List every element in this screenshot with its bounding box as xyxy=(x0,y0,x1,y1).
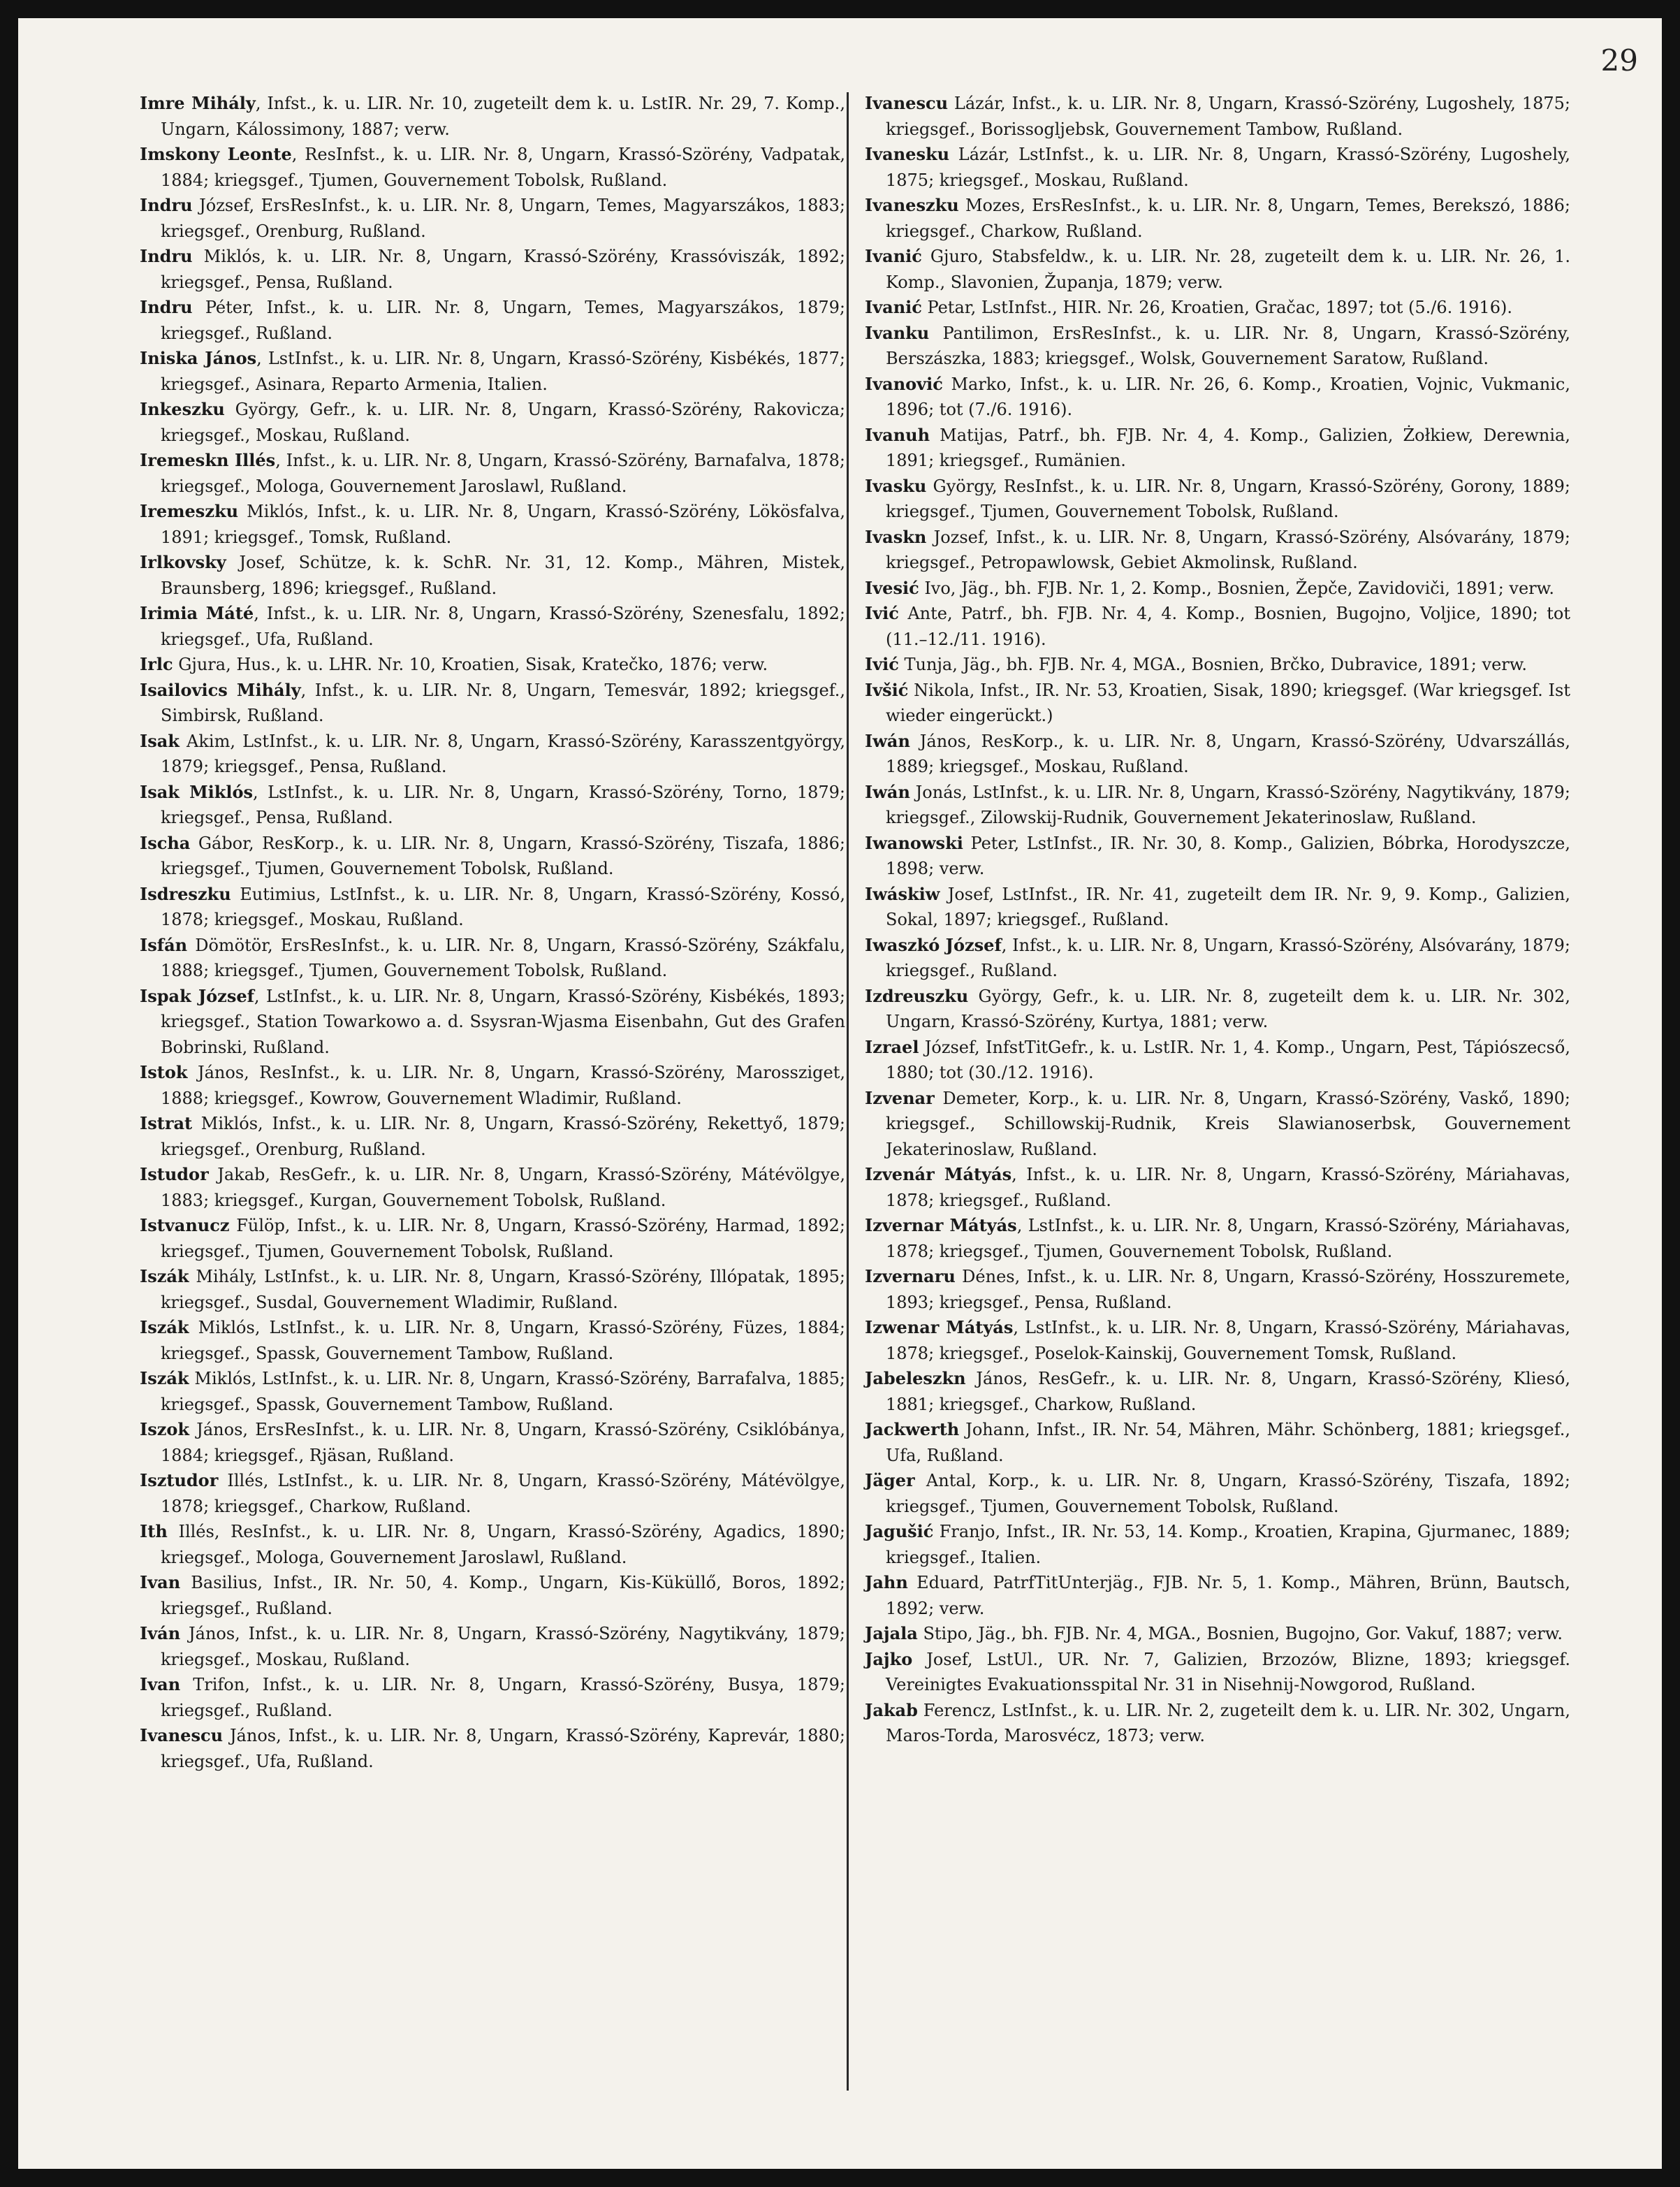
register-entry xyxy=(140,1162,845,1213)
register-entry xyxy=(865,831,1570,882)
entry-details: , Infst., k. u. LIR. Nr. 8, Ungarn, Krassó-Szörény, Szenesfalu, 1892; kriegsgef., Ufa, Rußland. xyxy=(161,604,845,649)
entry-details: Jozsef, Infst., k. u. LIR. Nr. 8, Ungarn, Krassó-Szörény, Alsóvarány, 1879; kriegsgef., Petropawlowsk, Gebiet Akmolinsk, Rußland. xyxy=(886,527,1570,572)
register-entry xyxy=(140,1723,845,1774)
entry-surname: Ivanescu xyxy=(865,93,949,113)
entry-details: György, Gefr., k. u. LIR. Nr. 8, zugeteilt dem k. u. LIR. Nr. 302, Ungarn, Krassó-Szörény, Kurtya, 1881; verw. xyxy=(886,986,1570,1031)
entry-details: , Infst., k. u. LIR. Nr. 10, zugeteilt dem k. u. LstIR. Nr. 29, 7. Komp., Ungarn, Kálossimony, 1887; verw. xyxy=(161,94,845,139)
entry-surname: Ivić xyxy=(865,654,899,674)
entry-surname: Irimia Máté xyxy=(140,603,254,623)
register-entry xyxy=(140,142,845,193)
entry-surname: Iszák xyxy=(140,1317,189,1337)
register-entry xyxy=(140,678,845,729)
register-entry xyxy=(865,321,1570,372)
register-entry xyxy=(865,423,1570,474)
left-column xyxy=(140,91,845,1774)
register-entry xyxy=(865,193,1570,244)
entry-surname: Jabeleszkn xyxy=(865,1368,966,1388)
register-entry xyxy=(140,1621,845,1672)
register-entry xyxy=(140,1060,845,1111)
register-entry xyxy=(140,933,845,984)
register-entry xyxy=(140,448,845,499)
register-entry xyxy=(140,1672,845,1723)
register-entry xyxy=(140,193,845,244)
register-entry xyxy=(140,295,845,346)
entry-details: Miklós, Infst., k. u. LIR. Nr. 8, Ungarn, Krassó-Szörény, Rekettyő, 1879; kriegsgef., Orenburg, Rußland. xyxy=(161,1114,845,1159)
entry-surname: Izrael xyxy=(865,1036,919,1057)
entry-surname: Izvernar Mátyás xyxy=(865,1215,1017,1235)
entry-surname: Indru xyxy=(140,297,193,317)
entry-details: , Infst., k. u. LIR. Nr. 8, Ungarn, Krassó-Szörény, Máriahavas, 1878; kriegsgef., Rußland. xyxy=(886,1165,1571,1210)
entry-surname: Iszák xyxy=(140,1266,189,1286)
entry-surname: Iniska János xyxy=(140,348,257,368)
entry-surname: Indru xyxy=(140,195,193,215)
entry-surname: Ischa xyxy=(140,832,191,853)
entry-surname: Ivić xyxy=(865,603,899,623)
entry-details: Gjura, Hus., k. u. LHR. Nr. 10, Kroatien, Sisak, Kratečko, 1876; verw. xyxy=(173,655,768,674)
entry-details: József, InfstTitGefr., k. u. LstIR. Nr. 1, 4. Komp., Ungarn, Pest, Tápiószecső, 1880; tot (30./12. 1916). xyxy=(886,1037,1570,1082)
entry-details: Illés, LstInfst., k. u. LIR. Nr. 8, Ungarn, Krassó-Szörény, Mátévölgye, 1878; kriegsgef., Charkow, Rußland. xyxy=(161,1471,845,1516)
entry-details: Jonás, LstInfst., k. u. LIR. Nr. 8, Ungarn, Krassó-Szörény, Nagytikvány, 1879; kriegsgef., Zilowskij-Rudnik, Gouvernement Jekaterinoslaw, Rußland. xyxy=(886,782,1570,827)
entry-details: Franjo, Infst., IR. Nr. 53, 14. Komp., Kroatien, Krapina, Gjurmanec, 1889; kriegsgef., Italien. xyxy=(886,1522,1570,1567)
entry-surname: Iwaszkó József xyxy=(865,934,1002,955)
entry-surname: Inkeszku xyxy=(140,399,225,419)
register-entry xyxy=(140,244,845,295)
entry-details: Eduard, PatrfTitUnterjäg., FJB. Nr. 5, 1. Komp., Mähren, Brünn, Bautsch, 1892; verw. xyxy=(886,1573,1570,1618)
entry-details: Péter, Infst., k. u. LIR. Nr. 8, Ungarn, Temes, Magyarszákos, 1879; kriegsgef., Rußland. xyxy=(161,298,845,343)
register-entry xyxy=(140,984,845,1061)
entry-details: Ante, Patrf., bh. FJB. Nr. 4, 4. Komp., Bosnien, Bugojno, Voljice, 1890; tot (11.–12./11. 1916). xyxy=(886,604,1570,649)
entry-surname: Iszok xyxy=(140,1419,190,1439)
entry-surname: Izvenar xyxy=(865,1087,935,1108)
entry-surname: Izwenar Mátyás xyxy=(865,1317,1014,1337)
entry-details: Gábor, ResKorp., k. u. LIR. Nr. 8, Ungarn, Krassó-Szörény, Tiszafa, 1886; kriegsgef., Tjumen, Gouvernement Tobolsk, Rußland. xyxy=(161,833,845,878)
entry-details: Ferencz, LstInfst., k. u. LIR. Nr. 2, zugeteilt dem k. u. LIR. Nr. 302, Ungarn, Maros-Torda, Marosvécz, 1873; verw. xyxy=(886,1700,1570,1745)
entry-details: Miklós, LstInfst., k. u. LIR. Nr. 8, Ungarn, Krassó-Szörény, Füzes, 1884; kriegsgef., Spassk, Gouvernement Tambow, Rußland. xyxy=(161,1318,845,1363)
entry-surname: Ivanić xyxy=(865,246,922,266)
entry-surname: Isak xyxy=(140,730,180,751)
entry-details: , Infst., k. u. LIR. Nr. 8, Ungarn, Krassó-Szörény, Barnafalva, 1878; kriegsgef., Mologa, Gouvernement Jaroslawl, Rußland. xyxy=(161,451,845,496)
entry-surname: Iszák xyxy=(140,1368,189,1388)
register-entry xyxy=(865,984,1570,1035)
register-entry xyxy=(140,91,845,142)
register-entry xyxy=(865,1698,1570,1749)
entry-surname: Jackwerth xyxy=(865,1419,960,1439)
entry-details: Josef, Schütze, k. k. SchR. Nr. 31, 12. Komp., Mähren, Mistek, Braunsberg, 1896; kriegsgef., Rußland. xyxy=(161,553,845,598)
register-entry xyxy=(865,1035,1570,1086)
entry-surname: Ivaskn xyxy=(865,526,927,547)
register-entry xyxy=(140,1111,845,1162)
entry-details: Peter, LstInfst., IR. Nr. 30, 8. Komp., Galizien, Bóbrka, Horodyszcze, 1898; verw. xyxy=(886,833,1570,878)
register-entry xyxy=(140,729,845,780)
entry-details: János, ResKorp., k. u. LIR. Nr. 8, Ungarn, Krassó-Szörény, Udvarszállás, 1889; kriegsgef., Moskau, Rußland. xyxy=(886,731,1570,776)
entry-surname: Ivan xyxy=(140,1572,181,1592)
register-entry xyxy=(140,499,845,550)
entry-surname: Ivan xyxy=(140,1674,181,1694)
entry-details: , ResInfst., k. u. LIR. Nr. 8, Ungarn, Krassó-Szörény, Vadpatak, 1884; kriegsgef., Tjumen, Gouvernement Tobolsk, Rußland. xyxy=(161,145,845,190)
register-entry xyxy=(140,1264,845,1315)
register-entry xyxy=(865,729,1570,780)
register-entry xyxy=(140,550,845,601)
register-entry xyxy=(865,678,1570,729)
entry-details: Trifon, Infst., k. u. LIR. Nr. 8, Ungarn, Krassó-Szörény, Busya, 1879; kriegsgef., Rußland. xyxy=(161,1675,845,1720)
entry-surname: Iwán xyxy=(865,730,910,751)
entry-details: János, Infst., k. u. LIR. Nr. 8, Ungarn, Krassó-Szörény, Kaprevár, 1880; kriegsgef., Ufa, Rußland. xyxy=(161,1726,845,1771)
entry-surname: Ivanuh xyxy=(865,424,930,445)
register-entry xyxy=(865,1570,1570,1621)
entry-details: Illés, ResInfst., k. u. LIR. Nr. 8, Ungarn, Krassó-Szörény, Agadics, 1890; kriegsgef., Mologa, Gouvernement Jaroslawl, Rußland. xyxy=(161,1522,845,1567)
register-entry xyxy=(865,1647,1570,1698)
entry-details: , Infst., k. u. LIR. Nr. 8, Ungarn, Temesvár, 1892; kriegsgef., Simbirsk, Rußland. xyxy=(161,680,845,725)
page-number: 29 xyxy=(1600,43,1638,78)
register-entry xyxy=(140,346,845,397)
entry-details: Stipo, Jäg., bh. FJB. Nr. 4, MGA., Bosnien, Bugojno, Gor. Vakuf, 1887; verw. xyxy=(917,1624,1563,1643)
register-entry xyxy=(865,295,1570,321)
register-entry xyxy=(865,91,1570,142)
entry-surname: Jajko xyxy=(865,1648,913,1669)
entry-details: Miklós, Infst., k. u. LIR. Nr. 8, Ungarn, Krassó-Szörény, Lökösfalva, 1891; kriegsgef., Tomsk, Rußland. xyxy=(161,502,845,547)
entry-details: Pantilimon, ErsResInfst., k. u. LIR. Nr. 8, Ungarn, Krassó-Szörény, Berszászka, 1883; kriegsgef., Wolsk, Gouvernement Saratow, Rußland. xyxy=(886,323,1570,368)
entry-surname: Irlkovsky xyxy=(140,552,226,572)
register-entry xyxy=(865,372,1570,423)
register-entry xyxy=(140,601,845,652)
register-entry xyxy=(865,1366,1570,1417)
register-entry xyxy=(865,933,1570,984)
entry-surname: Ivanesku xyxy=(865,144,950,164)
entry-surname: Izvernaru xyxy=(865,1266,956,1286)
entry-surname: Isfán xyxy=(140,934,188,955)
register-entry xyxy=(865,780,1570,831)
register-entry xyxy=(140,1468,845,1519)
entry-surname: Imre Mihály xyxy=(140,93,256,113)
entry-surname: Jajala xyxy=(865,1623,918,1643)
entry-surname: Ivaneszku xyxy=(865,195,959,215)
entry-surname: Ivanescu xyxy=(140,1725,224,1745)
entry-surname: Ivanku xyxy=(865,322,930,343)
entry-details: Lázár, LstInfst., k. u. LIR. Nr. 8, Ungarn, Krassó-Szörény, Lugoshely, 1875; kriegsgef., Moskau, Rußland. xyxy=(886,145,1570,190)
entry-details: Jakab, ResGefr., k. u. LIR. Nr. 8, Ungarn, Krassó-Szörény, Mátévölgye, 1883; kriegsgef., Kurgan, Gouvernement Tobolsk, Rußland. xyxy=(161,1165,845,1210)
entry-details: Eutimius, LstInfst., k. u. LIR. Nr. 8, Ungarn, Krassó-Szörény, Kossó, 1878; kriegsgef., Moskau, Rußland. xyxy=(161,884,845,929)
register-entry xyxy=(140,1417,845,1468)
entry-details: Fülöp, Infst., k. u. LIR. Nr. 8, Ungarn, Krassó-Szörény, Harmad, 1892; kriegsgef., Tjumen, Gouvernement Tobolsk, Rußland. xyxy=(161,1216,845,1261)
entry-surname: Jahn xyxy=(865,1572,908,1592)
register-entry xyxy=(140,1519,845,1570)
register-entry xyxy=(140,1213,845,1264)
entry-details: Matijas, Patrf., bh. FJB. Nr. 4, 4. Komp., Galizien, Żołkiew, Derewnia, 1891; kriegsgef., Rumänien. xyxy=(886,425,1570,470)
register-entry xyxy=(865,1264,1570,1315)
register-entry xyxy=(865,1213,1570,1264)
right-column xyxy=(865,91,1570,1749)
entry-details: Miklós, k. u. LIR. Nr. 8, Ungarn, Krassó-Szörény, Krassóviszák, 1892; kriegsgef., Pensa, Rußland. xyxy=(161,247,845,292)
entry-details: János, Infst., k. u. LIR. Nr. 8, Ungarn, Krassó-Szörény, Nagytikvány, 1879; kriegsgef., Moskau, Rußland. xyxy=(161,1624,845,1669)
entry-details: Basilius, Infst., IR. Nr. 50, 4. Komp., Ungarn, Kis-Küküllő, Boros, 1892; kriegsgef., Rußland. xyxy=(161,1573,845,1618)
register-entry xyxy=(865,244,1570,295)
entry-surname: Jäger xyxy=(865,1470,915,1490)
entry-surname: Ivesić xyxy=(865,577,919,598)
entry-surname: Ivasku xyxy=(865,475,927,496)
entry-details: Josef, LstUl., UR. Nr. 7, Galizien, Brzozów, Blizne, 1893; kriegsgef. Vereinigtes Evakuationsspital Nr. 31 in Nisehnij-Nowgorod, Rußland. xyxy=(886,1649,1570,1694)
register-entry xyxy=(865,652,1570,678)
entry-details: János, ResGefr., k. u. LIR. Nr. 8, Ungarn, Krassó-Szörény, Kliesó, 1881; kriegsgef., Charkow, Rußland. xyxy=(886,1369,1570,1414)
entry-details: Dömötör, ErsResInfst., k. u. LIR. Nr. 8, Ungarn, Krassó-Szörény, Szákfalu, 1888; kriegsgef., Tjumen, Gouvernement Tobolsk, Rußland. xyxy=(161,935,845,980)
entry-surname: Iremeskn Illés xyxy=(140,450,276,470)
entry-details: Akim, LstInfst., k. u. LIR. Nr. 8, Ungarn, Krassó-Szörény, Karasszentgyörgy, 1879; kriegsgef., Pensa, Rußland. xyxy=(161,731,845,776)
entry-details: , LstInfst., k. u. LIR. Nr. 8, Ungarn, Krassó-Szörény, Torno, 1879; kriegsgef., Pensa, Rußland. xyxy=(161,782,846,827)
entry-surname: Istudor xyxy=(140,1164,209,1184)
register-entry xyxy=(865,601,1570,652)
register-entry xyxy=(140,397,845,448)
entry-surname: Ispak József xyxy=(140,985,254,1006)
entry-surname: Irlc xyxy=(140,654,173,674)
column-divider xyxy=(847,92,849,2091)
register-entry xyxy=(865,1519,1570,1570)
entry-details: , Infst., k. u. LIR. Nr. 8, Ungarn, Krassó-Szörény, Alsóvarány, 1879; kriegsgef., Rußland. xyxy=(886,935,1570,980)
register-entry xyxy=(140,882,845,933)
entry-surname: Indru xyxy=(140,246,193,266)
entry-details: Demeter, Korp., k. u. LIR. Nr. 8, Ungarn, Krassó-Szörény, Vaskő, 1890; kriegsgef., Schillowskij-Rudnik, Kreis Slawianoserbsk, Gouvernement Jekaterinoslaw, Rußland. xyxy=(886,1088,1570,1159)
entry-surname: Iwanowski xyxy=(865,832,963,853)
entry-details: Ivo, Jäg., bh. FJB. Nr. 1, 2. Komp., Bosnien, Žepče, Zavidoviči, 1891; verw. xyxy=(919,578,1554,598)
register-entry xyxy=(865,1315,1570,1366)
register-entry xyxy=(865,1621,1570,1647)
register-entry xyxy=(140,831,845,882)
entry-details: Johann, Infst., IR. Nr. 54, Mähren, Mähr. Schönberg, 1881; kriegsgef., Ufa, Rußland. xyxy=(886,1420,1570,1465)
entry-details: János, ErsResInfst., k. u. LIR. Nr. 8, Ungarn, Krassó-Szörény, Csiklóbánya, 1884; kriegsgef., Rjäsan, Rußland. xyxy=(161,1420,845,1465)
entry-surname: Jakab xyxy=(865,1699,918,1720)
register-entry xyxy=(865,1417,1570,1468)
entry-surname: Isailovics Mihály xyxy=(140,679,301,700)
entry-details: Dénes, Infst., k. u. LIR. Nr. 8, Ungarn, Krassó-Szörény, Hosszuremete, 1893; kriegsgef., Pensa, Rußland. xyxy=(886,1267,1570,1312)
entry-details: Miklós, LstInfst., k. u. LIR. Nr. 8, Ungarn, Krassó-Szörény, Barrafalva, 1885; kriegsgef., Spassk, Gouvernement Tambow, Rußland. xyxy=(161,1369,845,1414)
register-entry xyxy=(140,1315,845,1366)
entry-surname: Ivanović xyxy=(865,373,943,394)
register-entry xyxy=(865,1086,1570,1163)
entry-surname: Iván xyxy=(140,1623,181,1643)
entry-details: , LstInfst., k. u. LIR. Nr. 8, Ungarn, Krassó-Szörény, Máriahavas, 1878; kriegsgef., Poselok-Kainskij, Gouvernement Tomsk, Rußland. xyxy=(886,1318,1570,1363)
register-entry xyxy=(865,525,1570,576)
entry-surname: Isak Miklós xyxy=(140,781,254,802)
entry-surname: Ith xyxy=(140,1521,168,1541)
register-entry xyxy=(140,780,845,831)
register-entry xyxy=(865,142,1570,193)
register-entry xyxy=(865,1468,1570,1519)
entry-details: , LstInfst., k. u. LIR. Nr. 8, Ungarn, Krassó-Szörény, Máriahavas, 1878; kriegsgef., Tjumen, Gouvernement Tobolsk, Rußland. xyxy=(886,1216,1570,1261)
entry-details: József, ErsResInfst., k. u. LIR. Nr. 8, Ungarn, Temes, Magyarszákos, 1883; kriegsgef., Orenburg, Rußland. xyxy=(161,196,845,241)
entry-details: Tunja, Jäg., bh. FJB. Nr. 4, MGA., Bosnien, Brčko, Dubravice, 1891; verw. xyxy=(898,655,1528,674)
register-entry xyxy=(140,652,845,678)
register-entry xyxy=(865,882,1570,933)
entry-details: Mihály, LstInfst., k. u. LIR. Nr. 8, Ungarn, Krassó-Szörény, Illópatak, 1895; kriegsgef., Susdal, Gouvernement Wladimir, Rußland. xyxy=(161,1267,845,1312)
entry-details: , LstInfst., k. u. LIR. Nr. 8, Ungarn, Krassó-Szörény, Kisbékés, 1893; kriegsgef., Station Towarkowo a. d. Ssysran-Wjasma Eisenbahn, Gut des Grafen Bobrinski, Rußland. xyxy=(161,986,845,1057)
entry-surname: Istvanucz xyxy=(140,1215,230,1235)
entry-surname: Iwán xyxy=(865,781,910,802)
entry-details: Josef, LstInfst., IR. Nr. 41, zugeteilt dem IR. Nr. 9, 9. Komp., Galizien, Sokal, 1897; kriegsgef., Rußland. xyxy=(886,884,1570,929)
entry-details: Nikola, Infst., IR. Nr. 53, Kroatien, Sisak, 1890; kriegsgef. (War kriegsgef. Ist wieder eingerückt.) xyxy=(886,680,1570,725)
entry-surname: Istok xyxy=(140,1062,188,1082)
entry-details: , LstInfst., k. u. LIR. Nr. 8, Ungarn, Krassó-Szörény, Kisbékés, 1877; kriegsgef., Asinara, Reparto Armenia, Italien. xyxy=(161,349,846,394)
entry-surname: Iremeszku xyxy=(140,501,239,521)
entry-surname: Istrat xyxy=(140,1113,193,1133)
entry-surname: Ivanić xyxy=(865,297,922,317)
entry-surname: Ivšić xyxy=(865,679,909,700)
entry-surname: Iwáskiw xyxy=(865,883,940,904)
entry-surname: Izdreuszku xyxy=(865,985,969,1006)
register-entry xyxy=(865,474,1570,525)
register-entry xyxy=(140,1570,845,1621)
entry-details: Marko, Infst., k. u. LIR. Nr. 26, 6. Komp., Kroatien, Vojnic, Vukmanic, 1896; tot (7./6. 1916). xyxy=(886,374,1570,419)
entry-surname: Isztudor xyxy=(140,1470,219,1490)
entry-details: György, Gefr., k. u. LIR. Nr. 8, Ungarn, Krassó-Szörény, Rakovicza; kriegsgef., Moskau, Rußland. xyxy=(161,400,845,445)
entry-surname: Jagušić xyxy=(865,1521,934,1541)
entry-details: János, ResInfst., k. u. LIR. Nr. 8, Ungarn, Krassó-Szörény, Marossziget, 1888; kriegsgef., Kowrow, Gouvernement Wladimir, Rußland. xyxy=(161,1063,845,1108)
entry-surname: Imskony Leonte xyxy=(140,144,292,164)
entry-details: Petar, LstInfst., HIR. Nr. 26, Kroatien, Gračac, 1897; tot (5./6. 1916). xyxy=(921,298,1512,317)
register-entry xyxy=(865,576,1570,602)
entry-details: Lázár, Infst., k. u. LIR. Nr. 8, Ungarn, Krassó-Szörény, Lugoshely, 1875; kriegsgef., Borissogljebsk, Gouvernement Tambow, Rußland. xyxy=(886,94,1570,139)
entry-details: György, ResInfst., k. u. LIR. Nr. 8, Ungarn, Krassó-Szörény, Gorony, 1889; kriegsgef., Tjumen, Gouvernement Tobolsk, Rußland. xyxy=(886,476,1570,521)
entry-details: Antal, Korp., k. u. LIR. Nr. 8, Ungarn, Krassó-Szörény, Tiszafa, 1892; kriegsgef., Tjumen, Gouvernement Tobolsk, Rußland. xyxy=(886,1471,1570,1516)
register-entry xyxy=(865,1162,1570,1213)
entry-details: Gjuro, Stabsfeldw., k. u. LIR. Nr. 28, zugeteilt dem k. u. LIR. Nr. 26, 1. Komp., Slavonien, Županja, 1879; verw. xyxy=(886,247,1570,292)
entry-surname: Izvenár Mátyás xyxy=(865,1164,1012,1184)
entry-surname: Isdreszku xyxy=(140,883,231,904)
register-entry xyxy=(140,1366,845,1417)
entry-details: Mozes, ErsResInfst., k. u. LIR. Nr. 8, Ungarn, Temes, Berekszó, 1886; kriegsgef., Charkow, Rußland. xyxy=(886,196,1570,241)
